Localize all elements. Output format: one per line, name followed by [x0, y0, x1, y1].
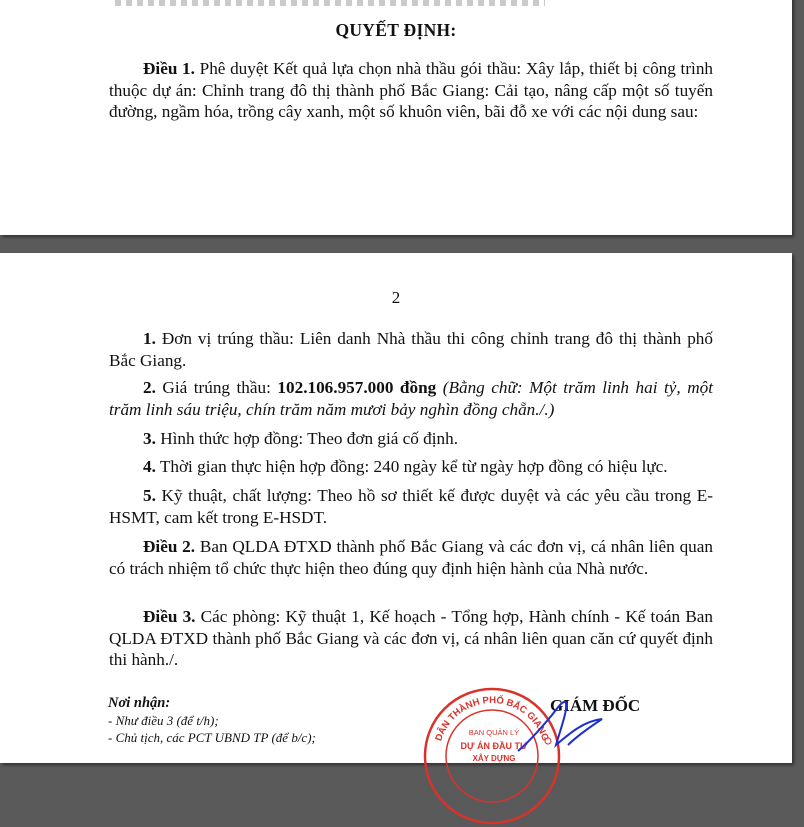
item-2-label: Giá trúng thầu: [155, 378, 278, 397]
item-3-text: Hình thức hợp đồng: Theo đơn giá cố định. [155, 429, 459, 448]
item-4-number: 4. [143, 457, 156, 476]
article-3-paragraph [109, 606, 713, 671]
seal-outer-text: DÂN THÀNH PHỐ BẮC GIANG [433, 694, 551, 743]
item-3-number: 3. [143, 429, 156, 448]
item-1 [109, 328, 713, 371]
winning-price: 102.106.957.000 đồng [277, 378, 437, 397]
article-2-label: Điều 2. [143, 537, 196, 556]
page-number: 2 [391, 288, 401, 307]
article-1-paragraph [109, 58, 713, 123]
decision-heading: QUYẾT ĐỊNH: [335, 20, 457, 40]
cut-off-text-line [115, 0, 545, 6]
article-3-label: Điều 3. [143, 607, 196, 626]
item-1-number: 1. [143, 329, 156, 348]
article-2-paragraph [109, 536, 713, 579]
item-3 [109, 428, 713, 450]
recipient-item: - Như điều 3 (để t/h); [108, 713, 219, 728]
seal-line-1: BAN QUẢN LÝ [468, 728, 520, 737]
item-2-number: 2. [143, 378, 156, 397]
seal-line-2: DỰ ÁN ĐẦU TƯ [460, 741, 528, 751]
page-1 [0, 0, 792, 235]
article-1-label: Điều 1. [143, 59, 195, 78]
item-1-text: Đơn vị trúng thầu: Liên danh Nhà thầu thi công chỉnh trang đô thị thành phố Bắc Giang. [109, 329, 713, 370]
recipient-item: - Chủ tịch, các PCT UBND TP (để b/c); [108, 730, 316, 745]
item-4 [109, 456, 713, 478]
item-5-text: Kỹ thuật, chất lượng: Theo hồ sơ thiết kế được duyệt và các yêu cầu trong E-HSMT, cam kết trong E-HSDT. [109, 486, 713, 527]
recipients-block [108, 695, 316, 746]
article-3-text: Các phòng: Kỹ thuật 1, Kế hoạch - Tổng hợp, Hành chính - Kế toán Ban QLDA ĐTXD thành phố Bắc Giang và các đơn vị, cá nhân liên quan căn cứ quyết định thi hành./. [109, 607, 714, 669]
item-5-number: 5. [143, 486, 156, 505]
seal-line-3: XÂY DỰNG [472, 754, 516, 763]
price-in-words: (Bằng chữ: Một trăm linh hai tỷ, một trăm linh sáu triệu, chín trăm năm mươi bảy nghìn đồng chẵn./.) [109, 378, 713, 419]
page-2 [0, 253, 792, 763]
item-4-text: Thời gian thực hiện hợp đồng: 240 ngày kể từ ngày hợp đồng có hiệu lực. [155, 457, 668, 476]
article-1-text: Phê duyệt Kết quả lựa chọn nhà thầu gói thầu: Xây lắp, thiết bị công trình thuộc dự án: Chỉnh trang đô thị thành phố Bắc Giang: Cải tạo, nâng cấp một số tuyến đường, ngầm hóa, trồng cây xanh, một số khuôn viên, bãi đỗ xe với các nội dung sau: [109, 59, 714, 121]
item-2 [109, 377, 713, 420]
signer-title: GIÁM ĐỐC [550, 696, 641, 715]
item-5 [109, 485, 713, 528]
article-2-text: Ban QLDA ĐTXD thành phố Bắc Giang và các đơn vị, cá nhân liên quan có trách nhiệm tổ chức thực hiện theo đúng quy định hiện hành của Nhà nước. [109, 537, 713, 578]
handwritten-signature [510, 693, 620, 763]
recipients-title: Nơi nhận: [108, 695, 171, 711]
